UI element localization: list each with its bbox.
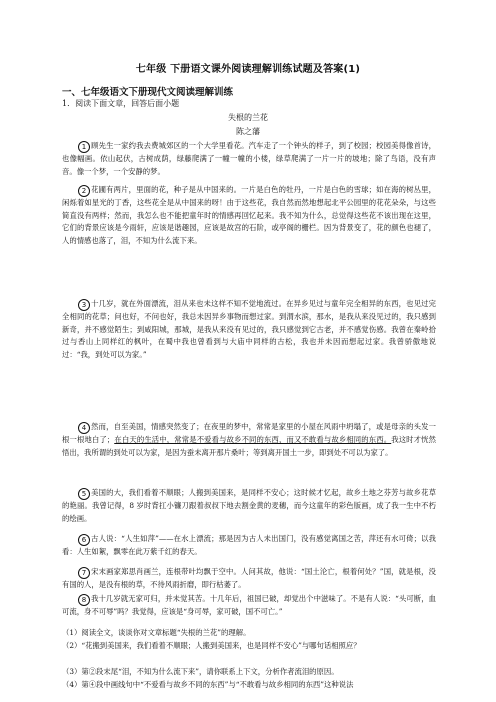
section-heading: 一、七年级语文下册现代文阅读理解训练: [62, 87, 234, 98]
paragraph-number: 2: [78, 185, 90, 197]
article-title: 失根的兰花: [228, 113, 268, 122]
paragraph-number: 5: [78, 488, 90, 500]
paragraph-7: 7 宋末画家郑思肖画兰，连根带叶均飘于空中。人问其故，他说：“国土沦亡，根着何处？”国，就是根，没有国的人，是没有根的草，不待风雨折磨，即行枯萎了。: [62, 567, 436, 589]
paragraph-5: 5 美国的大，我们看着不顺眼；人搬到美国来，是同样不安心；这时候才忆起，故乡土地之芬芳与故乡花草的艳丽。我曾记得，8 岁时背扛小镰刀跟着叔叔下地去割金黄的麦穗，而今这童年的彩色版画，成了我一生中不朽的绘画。: [62, 488, 436, 523]
question-intro: 1．阅读下面文章，回答后面小题: [62, 99, 180, 108]
document-title: 七年级 下册语文课外阅读理解训练试题及答案(1): [135, 64, 361, 75]
paragraph-number: 7: [78, 567, 90, 579]
underlined-sentence: 在白天的生活中，常常是不爱看与故乡不同的东西，而又不敢看与故乡相同的东西。: [114, 435, 392, 444]
article-author: 陈之藩: [236, 127, 260, 136]
paragraph-1: 1 顾先生一家约我去费城郊区的一个大学里看花。汽车走了一个钟头的样子，到了校园；校园美得像首诗，也像幅画。依山起伏，古树成荫，绿藤爬满了一幢一幢的小楼，绿草爬满了一片一片的坡地；除了鸟语，没有声音。像一个梦，一个安静的梦。: [62, 141, 436, 176]
paragraph-number: 3: [78, 299, 90, 311]
question-item: （1）阅读全文，谈谈你对文章标题“失根的兰花”的理解。: [62, 628, 251, 637]
question-item: （4）第④段中画线句中“不爱看与故乡不同的东西”与“不敢看与故乡相同的东西”这种说法: [62, 680, 354, 689]
paragraph-6: 6 古人说：“人生如萍”——在水上漂流；那是因为古人未出国门，没有感觉离国之苦，萍还有水可倚；以我看：人生如絮，飘零在此万紫千红的春天。: [62, 534, 436, 556]
question-item: （3）第②段末尾“泪，不知为什么流下来”，请你联系上下文，分析作者流泪的原因。: [62, 667, 339, 676]
paragraph-2: 2 花圃有两片，里面的花，种子是从中国来的。一片是白色的牡丹，一片是白色的雪球；如在海的树丛里，闲烁着如星光的丁香，这些花全是从中国来的呀！由于这些花，我自然而然地想起北平公园里的花花朵朵，与这些简直没有两样；然而，我怎么也不能把童年时的情感再回忆起来。我不知为什么，总觉得这些花不该出现在这里，它们的背景应该是今雨轩，应该是谐趣园，应该是故宫的石阶，或亭阁的栅栏。因为背景变了，花的颜色也褪了，人的情感也落了，泪，不知为什么流下来。: [62, 185, 436, 245]
paragraph-number: 8: [78, 594, 90, 606]
paragraph-4: 4 然而，自至美国，情感突然变了；在夜里的梦中，常常是家里的小屋在风雨中坍塌了，或是母亲的头发一根一根地白了；在白天的生活中，常常是不爱看与故乡不同的东西，而又不敢看与故乡相同的东西。我这时才恍然悟出，我所谓的到处可以为家，是因为蚕未离开那片桑叶；等到离开国土一步，即到处不可以为家了。: [62, 422, 436, 457]
paragraph-number: 6: [78, 534, 90, 546]
question-item: （2）“花搬到美国来，我们看着不顺眼；人搬到美国来，也是同样不安心”与哪句话相照应？: [62, 641, 361, 650]
paragraph-3: 3 十几岁，就在外面漂流，泪从来也未这样不知不觉地流过。在异乡见过与童年完全相异的东西，也见过完全相同的花草；问也好，不问也好，我总未因异乡事物而想过家。到渭水滨，那水，是我从来没见过的，我只感到新奇，并不感觉陌生；到咸阳城，那城，是我从来没有见过的，我只感觉到它古老，并不感觉伤感。我曾在秦岭拾过与香山上同样红的枫叶，在蜀中我也曾看到与大庙中同样的古松，我也并未因而想起过家。我曾骄傲地说过：“我，到处可以为家。”: [62, 299, 436, 359]
paragraph-8: 8 我十几岁就无家可归，并未觉其苦。十几年后，祖国已破，却觉出个中滋味了。不是有人说：“头可断，血可流，身不可辱”吗？我觉得，应该是“身可辱，家可破，国不可亡。”: [62, 594, 436, 616]
paragraph-number: 4: [78, 422, 90, 434]
paragraph-number: 1: [78, 141, 90, 153]
